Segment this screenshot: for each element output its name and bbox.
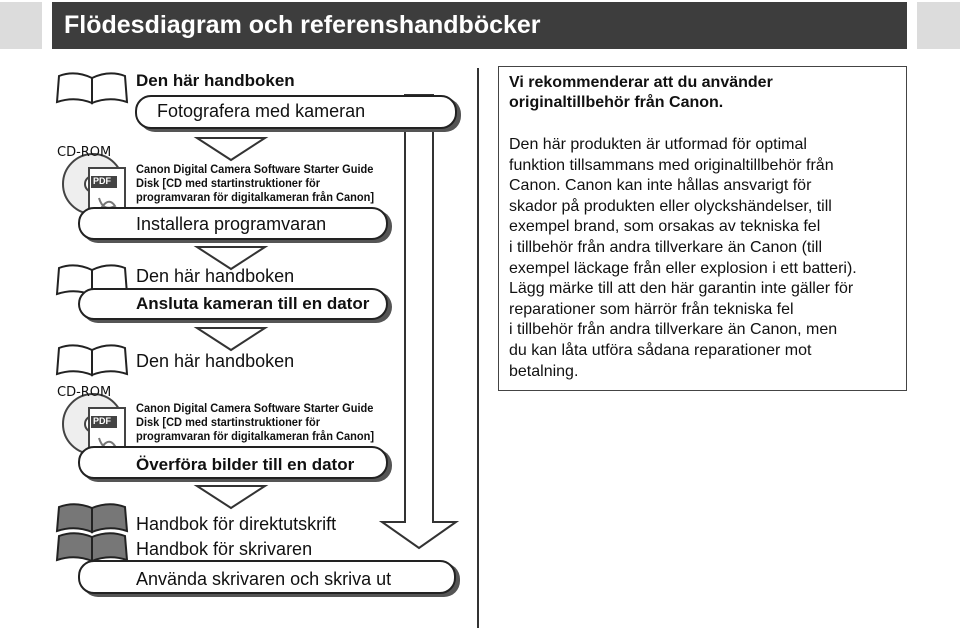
page-title: Flödesdiagram och referenshandböcker <box>52 2 907 49</box>
software-guide-title: Canon Digital Camera Software Starter Guide <box>136 401 374 415</box>
body-line: Lägg märke till att den här garantin inte gäller för <box>509 280 854 298</box>
software-guide-line: Disk [CD med startinstruktioner för <box>136 176 321 190</box>
software-guide-line: programvaran för digitalkameran från Canon] <box>136 429 375 443</box>
down-arrow-icon <box>195 484 267 510</box>
step-label: Ansluta kameran till en dator <box>136 294 370 313</box>
software-guide-line: Disk [CD med startinstruktioner för <box>136 415 321 429</box>
body-line: Den här produkten är utformad för optimal <box>509 136 807 153</box>
body-line: du kan låta utföra sådana reparationer mot <box>509 341 812 359</box>
heading-line: originaltillbehör från Canon. <box>509 94 724 111</box>
printer-manual-label: Handbok för skrivaren <box>136 539 313 559</box>
step-label: Använda skrivaren och skriva ut <box>136 569 392 589</box>
step-label: Fotografera med kameran <box>157 101 366 121</box>
manual-label: Den här handboken <box>136 71 295 90</box>
body-line: i tillbehör från andra tillverkare än Canon (till <box>509 238 823 256</box>
body-line: i tillbehör från andra tillverkare än Canon, men <box>509 321 838 339</box>
body-line: skador på produkten eller olyckshändelser, till <box>509 197 832 215</box>
step-label: Installera programvaran <box>136 214 327 234</box>
manual-label: Den här handboken <box>136 351 295 371</box>
software-guide-title: Canon Digital Camera Software Starter Guide <box>136 162 374 176</box>
heading-line: Vi rekommenderar att du använder <box>509 74 773 91</box>
book-icon <box>55 503 130 535</box>
pdf-label: PDF <box>93 176 111 186</box>
pdf-label: PDF <box>93 416 111 426</box>
recommendation-box <box>498 66 907 391</box>
body-line: funktion tillsammans med originaltillbehör från <box>509 156 834 174</box>
software-guide-line: programvaran för digitalkameran från Canon] <box>136 190 375 204</box>
down-arrow-icon <box>195 326 267 352</box>
manual-label: Den här handboken <box>136 266 295 286</box>
down-arrow-icon <box>195 136 267 162</box>
body-line: betalning. <box>509 362 579 380</box>
recommendation-heading <box>509 73 773 113</box>
cd-rom-label: CD-ROM <box>57 385 112 400</box>
book-icon <box>55 344 130 378</box>
printer-manual-label: Handbok för direktutskrift <box>136 514 337 534</box>
recommendation-body <box>509 135 857 382</box>
body-line: Canon. Canon kan inte hållas ansvarigt för <box>509 177 812 195</box>
body-line: exempel brand, som orsakas av tekniska fel <box>509 218 821 236</box>
cd-rom-label: CD-ROM <box>57 145 112 160</box>
body-line: reparationer som härrör från tekniska fel <box>509 300 794 318</box>
body-line: exempel läckage från eller explosion i ett batteri). <box>509 259 857 277</box>
book-icon <box>55 72 130 106</box>
step-label: Överföra bilder till en dator <box>136 455 355 474</box>
